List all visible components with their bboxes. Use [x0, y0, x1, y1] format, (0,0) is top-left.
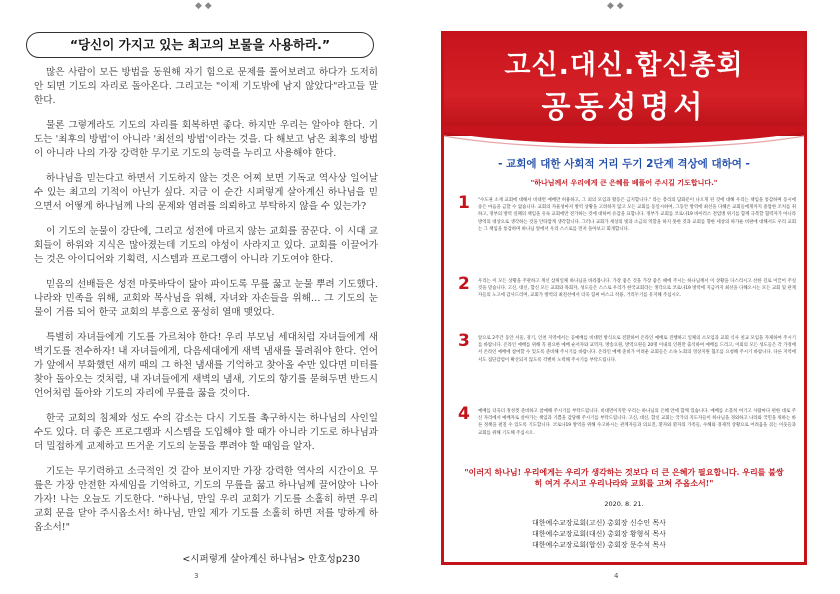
statement-item-1 [458, 193, 796, 233]
statement-item-3 [458, 331, 796, 364]
binder-mark-right: ◆ ◆ [607, 1, 624, 11]
item-number: 1 [458, 193, 470, 213]
signatories [532, 518, 792, 551]
statement-subtitle: - 교회에 대한 사회적 거리 두기 2단계 격상에 대하여 - [498, 158, 750, 170]
statement-banner [444, 34, 804, 136]
paragraph: 믿음의 선배들은 성전 마룻바닥이 닳아 파이도록 무릎 꿇고 눈물 뿌려 기도했다. 나라와 민족을 위해, 교회와 목사님을 위해, 자녀와 자손들을 위해… 그 기도의 눈물이 거름 되어 한국 교회의 부흥으로 풍성히 열매 맺었다. [34, 279, 378, 318]
statement-item-4 [458, 404, 796, 437]
item-text: 우리는 이 모든 상황을 주관하고 계신 삼위일체 하나님을 바라봅니다. 가장 좋은 것을 가장 좋은 때에 주시는 하나님께서 이 상황을 다스리시고 선한 길로 이끌어 주실 것을 믿습니다. 고신, 대신, 합신 모든 교회와 목회자, 성도들은 스스로 우리가 한국교회라는 생각으로 코로나19 방역에 지금까지 최선을 다해오시는 모든 교회 및 관계자들의 노고에 감사드리며, 교회가 방역의 최전선에서 더욱 힘써 마스크 착용, 거리두기를 유지해 주십시오. [478, 279, 796, 299]
page-title: “당신이 가지고 있는 최고의 보물을 사용하라.” [26, 32, 374, 58]
banner-wave-decoration [444, 126, 804, 148]
binder-mark-left: ◆ ◆ [195, 1, 212, 11]
item-number: 4 [458, 404, 470, 424]
closing-prayer: "이러지 하나님! 우리에게는 우리가 생각하는 것보다 더 큰 은혜가 필요합니다. 우리를 불쌍히 여겨 주시고 우리나라와 교회를 고쳐 주옵소서!" [464, 467, 784, 488]
statement-prayer-quote: "하나님께서 우리에게 큰 은혜를 베풀어 주시길 기도합니다." [530, 179, 718, 187]
paragraph: 많은 사람이 모든 방법을 동원해 자기 힘으로 문제를 풀어보려고 하다가 도저히 안 되면 기도의 자리로 돌아온다. 그리고는 "이제 기도밖에 남지 않았다"라고들 말한다. [34, 67, 378, 106]
paragraph: 물론 그렇게라도 기도의 자리를 회복하면 좋다. 하지만 우리는 알아야 한다. 기도는 '최후의 방법'이 아니라 '최선의 방법'이라는 것을. 다 해보고 남은 최후의 방법이 아니라 나의 가장 강력한 무기로 기도의 능력을 누리고 사용해야 한다. [34, 120, 378, 159]
paragraph: 기도는 무기력하고 소극적인 것 같아 보이지만 가장 강력한 역사의 시간이요 무릎은 가장 안전한 자세임을 기억하고, 기도의 무릎을 꿇고 하나님께 끌어앉아 나아가자! 나는 오늘도 기도한다. "하나님, 만일 우리 교회가 기도를 소홀히 하면 우리 교회 문을 닫아 주시옵소서! 하나님, 만일 제가 기도를 소홀히 하면 저를 망하게 하옵소서!" [34, 466, 378, 533]
signatory: 대한예수교장로회(고신) 총회장 신수인 목사 [532, 519, 666, 527]
item-number: 3 [458, 331, 470, 351]
signatory: 대한예수교장로회(대신) 총회장 황형식 목사 [532, 530, 666, 538]
item-text: 예배를 더욱더 정성껏 준비하고 참예해 주시기를 부탁드립니다. 비대면이지만 우리는 하나님의 은혜 안에 함께 있습니다. 예배를 소홀히 여기고 사람마다 편한 대로 주신 자리에서 예배자로 살아가는 책임과 기쁨을 감당해 주시기를 부탁드립니다. 고신, 대신, 합신 교회는 국가의 지도자들이 하나님을 경외하고 나라와 국민을 위하는 바른 정책을 펼칠 수 있도록 기도합니다. 코로나19 방역을 위해 수고하시는 관계자들과 의료진, 환자와 환자의 가족들, 수해와 경제적 상황으로 어려움을 겪는 이웃들과 교회를 위해 기도해 주십시오. [478, 409, 796, 436]
paragraph: 이 기도의 눈물이 강단에, 그리고 성전에 마르지 않는 교회를 꿈꾼다. 이 시대 교회들이 하위와 지식은 많아졌는데 기도의 야성이 사라지고 있다. 교회를 이끌어가는 것은 아이디어와 기획력, 시스템과 프로그램이 아니라 기도여야 한다. [34, 226, 378, 265]
joint-statement-frame [441, 31, 807, 565]
item-number: 2 [458, 274, 470, 294]
page-number-right: 4 [614, 572, 619, 580]
paragraph: 특별히 자녀들에게 기도를 가르쳐야 한다! 우리 부모님 세대처럼 자녀들에게 새벽기도를 전수하자! 내 자녀들에게, 다음세대에게 새벽 냄새를 물려줘야 한다. 언어가 앞에서 부화했던 새끼 때의 그 하천 냄새를 기억하고 찾아올 수만 있다면 미터를 찾아 돌아오는 것처럼, 내 자녀들에게 새벽의 냄새, 기도의 향기를 묻혀두면 반드시 언어처럼 돌아와 기도의 자리에 무릎을 꿇을 것이다. [34, 332, 378, 399]
banner-title-line2: 공동성명서 [541, 90, 707, 125]
signatory: 대한예수교장로회(합신) 총회장 문수석 목사 [532, 541, 666, 549]
statement-date: 2020. 8. 21. [604, 500, 644, 508]
article-body [34, 66, 378, 546]
item-text: "수도권 소재 교회에 대해서 비대면 예배만 허용하고, 그 외의 모임과 활동은 금지합니다." 라는 총리의 담화문이 나오게 된 것에 대해 우리는 책임을 통감하며 동시에 송은 마음을 금할 수 없습니다. 교회의 자율성마저 방역 상황을 고려하지 않고 모든 교회를 동일시하여, 그동안 방역에 최선을 다해온 교회들에게까지 중압한 조처를 취하고, 정부의 방역 실패의 책임을 유독 교회에만 전가하는 것에 대하여 유감을 표합니다. 정부가 교회를 코로나19 바이러스 전염병 위기를 함께 극복할 협력자가 아니라 방역의 대상으로 생각하는 것을 안타깝게 생각합니다. 그러나 교회가 세상의 빛과 소금의 역할을 하지 못한 것과 교회를 향한 세상의 따가운 비판에 대해서도 우리 교회는 그 책임을 통감하며 하나님 앞에서 우리 스스로를 먼저 돌아보고 회개합니다. [478, 198, 796, 232]
item-text: 앞으로 2주간 동안 서울, 경기, 인천 지역에서는 공예배를 비대면 방식으로 전환하여 온라인 예배로 진행하고 일체의 소모임과 교회 식사 친교 모임을 자제하여 주시기를 바랍니다. 온라인 예배를 위해 꼭 필요한 예배 순서자와 교역자, 방송요원, 방역요원들 20명 이내의 인원만 출석하여 예배를 드리고, 이외의 모든 성도들은 각 가정에서 온라인 예배에 참여할 수 있도록 준비해 주시기를 바랍니다. 온라인 예배 준비가 어려운 교회들은 소속 노회의 영상지원 협조를 요청해 주시기 바랍니다. 다른 지역에서도 집단감염이 확산되지 않도록 각별히 노력해 주시기를 부탁드립니다. [478, 336, 796, 363]
paragraph: 한국 교회의 침체와 성도 수의 감소는 다시 기도를 촉구하시는 하나님의 사인일 수도 있다. 더 좋은 프로그램과 시스템을 도입해야 할 때가 아니라 기도로 하나님과 더 밀접하게 교제하고 뜨거운 기도의 눈물을 뿌려야 할 때임을 알자. [34, 413, 378, 452]
page-number-left: 3 [194, 572, 199, 580]
paragraph: 하나님을 믿는다고 하면서 기도하지 않는 것은 어찌 보면 기독교 역사상 일어날 수 있는 최고의 기적이 아닌가 싶다. 지금 이 순간 시퍼렇게 살아계신 하나님을 믿으면서 어떻게 하나님께 나의 문제와 염려를 의뢰하고 부탁하지 않을 수 있는가? [34, 173, 378, 212]
book-citation: <시퍼렇게 살아계신 하나님> 안호성p230 [182, 554, 360, 565]
statement-item-2 [458, 274, 796, 300]
banner-title-line1: 고신.대신.합신총회 [504, 50, 744, 81]
